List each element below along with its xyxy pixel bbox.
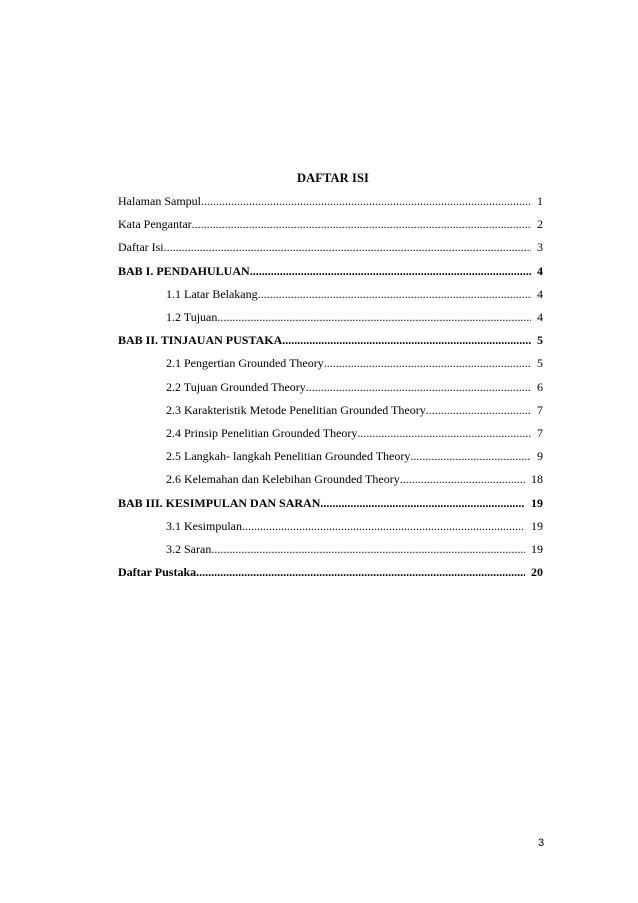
dot-leader xyxy=(258,287,531,302)
toc-entry-page: 19 xyxy=(531,518,543,533)
toc-entry-page: 18 xyxy=(531,472,543,487)
toc-entry-bab-2[interactable] xyxy=(118,329,543,352)
toc-entry-page: 20 xyxy=(531,565,543,580)
toc-entry-page: 19 xyxy=(531,495,543,510)
toc-entry-label: 3.2 Saran xyxy=(118,542,211,557)
toc-entry-daftar-isi[interactable] xyxy=(118,236,543,259)
dot-leader xyxy=(306,380,531,395)
toc-entry-label: Halaman Sampul xyxy=(118,194,201,209)
toc-entry-2-6[interactable] xyxy=(118,468,543,491)
toc-entry-label: Daftar Isi xyxy=(118,240,164,255)
dot-leader xyxy=(357,426,531,441)
page-number: 3 xyxy=(538,837,545,849)
dot-leader xyxy=(410,449,531,464)
toc-entry-page: 9 xyxy=(537,449,543,464)
toc-entry-page: 7 xyxy=(537,425,543,440)
toc-entry-label: 2.5 Langkah- langkah Penelitian Grounded Theory xyxy=(118,449,410,464)
toc-entry-page: 4 xyxy=(537,286,543,301)
dot-leader xyxy=(282,333,531,348)
toc-entry-label: 3.1 Kesimpulan xyxy=(118,519,242,534)
toc-entry-page: 4 xyxy=(537,310,543,325)
toc-entry-page: 4 xyxy=(537,263,543,278)
dot-leader xyxy=(201,194,531,209)
toc-entry-page: 2 xyxy=(537,217,543,232)
toc-title: DAFTAR ISI xyxy=(297,171,369,185)
dot-leader xyxy=(217,310,531,325)
toc-entry-1-2[interactable] xyxy=(118,306,543,329)
toc-entry-page: 5 xyxy=(537,333,543,348)
toc-entry-label: 2.2 Tujuan Grounded Theory xyxy=(118,380,306,395)
toc-entry-daftar-pustaka[interactable] xyxy=(118,561,543,584)
toc-entry-1-1[interactable] xyxy=(118,283,543,306)
toc-entry-halaman-sampul[interactable] xyxy=(118,190,543,213)
dot-leader xyxy=(196,565,525,580)
toc-entry-label: 2.3 Karakteristik Metode Penelitian Grounded Theory xyxy=(118,403,426,418)
toc-entry-page: 5 xyxy=(537,356,543,371)
toc-entry-label: BAB II. TINJAUAN PUSTAKA xyxy=(118,333,283,348)
toc-entry-label: 1.2 Tujuan xyxy=(118,310,217,325)
toc-entry-2-3[interactable] xyxy=(118,399,543,422)
dot-leader xyxy=(211,542,525,557)
toc-entry-kata-pengantar[interactable] xyxy=(118,213,543,236)
dot-leader xyxy=(324,356,531,371)
toc-entry-page: 19 xyxy=(531,541,543,556)
toc-entry-page: 6 xyxy=(537,379,543,394)
dot-leader xyxy=(400,472,525,487)
toc-entry-3-2[interactable] xyxy=(118,538,543,561)
dot-leader xyxy=(320,496,525,511)
toc-entry-bab-3[interactable] xyxy=(118,491,543,514)
dot-leader xyxy=(242,519,525,534)
dot-leader xyxy=(192,217,531,232)
toc-entry-label: 2.1 Pengertian Grounded Theory xyxy=(118,356,324,371)
toc-entry-label: BAB I. PENDAHULUAN xyxy=(118,263,250,278)
dot-leader xyxy=(426,403,531,418)
toc-entry-2-2[interactable] xyxy=(118,376,543,399)
toc-entry-page: 3 xyxy=(537,240,543,255)
toc-entry-page: 7 xyxy=(537,402,543,417)
toc-entry-label: 2.6 Kelemahan dan Kelebihan Grounded Theory xyxy=(118,472,400,487)
toc-entry-2-4[interactable] xyxy=(118,422,543,445)
toc-entry-label: Kata Pengantar xyxy=(118,217,192,232)
toc-entry-2-5[interactable] xyxy=(118,445,543,468)
dot-leader xyxy=(250,264,531,279)
toc-entry-label: 1.1 Latar Belakang xyxy=(118,287,258,302)
toc-entry-label: 2.4 Prinsip Penelitian Grounded Theory xyxy=(118,426,357,441)
toc-entry-2-1[interactable] xyxy=(118,352,543,375)
toc-entry-3-1[interactable] xyxy=(118,515,543,538)
dot-leader xyxy=(164,240,531,255)
toc-entry-bab-1[interactable] xyxy=(118,260,543,283)
toc-entry-label: Daftar Pustaka xyxy=(118,565,197,580)
toc-entry-label: BAB III. KESIMPULAN DAN SARAN xyxy=(118,495,321,510)
toc-entry-page: 1 xyxy=(537,194,543,209)
table-of-contents xyxy=(118,190,543,584)
